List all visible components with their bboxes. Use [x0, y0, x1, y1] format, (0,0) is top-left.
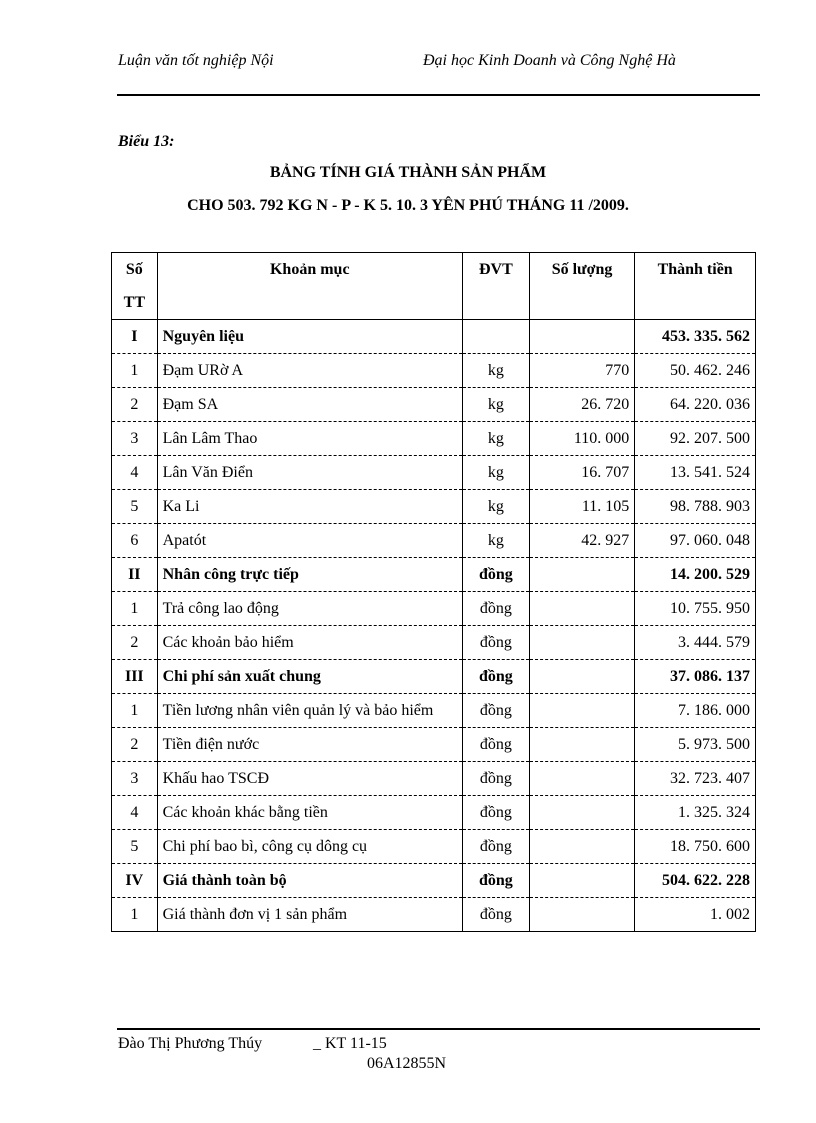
- header-left-text: Luận văn tốt nghiệp Nội: [118, 52, 274, 69]
- footer-rule: [117, 1028, 760, 1030]
- row-amount: 453. 335. 562: [635, 320, 756, 354]
- table-row: [112, 320, 756, 354]
- row-amount: 18. 750. 600: [635, 830, 756, 864]
- row-item: Tiền lương nhân viên quản lý và bảo hiểm: [157, 694, 462, 728]
- row-unit: đồng: [462, 660, 529, 694]
- row-unit: kg: [462, 490, 529, 524]
- row-stt: II: [112, 558, 158, 592]
- row-stt: 3: [112, 762, 158, 796]
- row-item: Giá thành toàn bộ: [157, 864, 462, 898]
- row-quantity: [529, 762, 634, 796]
- row-item: Chi phí bao bì, công cụ dông cụ: [157, 830, 462, 864]
- row-stt: 3: [112, 422, 158, 456]
- row-quantity: 11. 105: [529, 490, 634, 524]
- header-dvt: ĐVT: [462, 253, 529, 320]
- table-row: [112, 592, 756, 626]
- row-item: Giá thành đơn vị 1 sản phẩm: [157, 898, 462, 932]
- document-subtitle: CHO 503. 792 KG N - P - K 5. 10. 3 YÊN PHÚ THÁNG 11 /2009.: [187, 197, 629, 214]
- row-stt: 5: [112, 830, 158, 864]
- row-amount: 64. 220. 036: [635, 388, 756, 422]
- table-row: [112, 728, 756, 762]
- row-item: Các khoản bảo hiểm: [157, 626, 462, 660]
- row-unit: kg: [462, 524, 529, 558]
- row-stt: 4: [112, 796, 158, 830]
- header-stt: Số TT: [112, 253, 158, 320]
- table-row: [112, 762, 756, 796]
- row-amount: 37. 086. 137: [635, 660, 756, 694]
- row-quantity: [529, 898, 634, 932]
- table-row: [112, 660, 756, 694]
- footer-class: _ KT 11-15: [313, 1035, 387, 1052]
- row-quantity: [529, 626, 634, 660]
- row-amount: 98. 788. 903: [635, 490, 756, 524]
- footer-student-id: 06A12855N: [367, 1055, 447, 1072]
- row-amount: 7. 186. 000: [635, 694, 756, 728]
- document-title: BẢNG TÍNH GIÁ THÀNH SẢN PHẨM: [269, 164, 547, 181]
- row-item: Trả công lao động: [157, 592, 462, 626]
- row-unit: kg: [462, 456, 529, 490]
- row-amount: 13. 541. 524: [635, 456, 756, 490]
- row-item: Lân Lâm Thao: [157, 422, 462, 456]
- row-stt: 1: [112, 354, 158, 388]
- row-unit: đồng: [462, 830, 529, 864]
- table-row: [112, 830, 756, 864]
- table-row: [112, 456, 756, 490]
- table-row: [112, 626, 756, 660]
- row-stt: 2: [112, 728, 158, 762]
- row-quantity: [529, 558, 634, 592]
- row-quantity: [529, 592, 634, 626]
- row-unit: kg: [462, 354, 529, 388]
- row-quantity: [529, 830, 634, 864]
- row-quantity: [529, 864, 634, 898]
- row-stt: III: [112, 660, 158, 694]
- row-item: Đạm URờ A: [157, 354, 462, 388]
- row-amount: 3. 444. 579: [635, 626, 756, 660]
- row-stt: 2: [112, 388, 158, 422]
- row-item: Apatót: [157, 524, 462, 558]
- row-unit: đồng: [462, 694, 529, 728]
- row-item: Ka Li: [157, 490, 462, 524]
- header-thanh-tien: Thành tiền: [635, 253, 756, 320]
- row-amount: 1. 325. 324: [635, 796, 756, 830]
- row-quantity: [529, 694, 634, 728]
- row-quantity: 770: [529, 354, 634, 388]
- table-row: [112, 524, 756, 558]
- row-unit: đồng: [462, 558, 529, 592]
- row-amount: 5. 973. 500: [635, 728, 756, 762]
- row-amount: 32. 723. 407: [635, 762, 756, 796]
- row-item: Đạm SA: [157, 388, 462, 422]
- row-quantity: [529, 320, 634, 354]
- row-quantity: [529, 728, 634, 762]
- row-item: Nguyên liệu: [157, 320, 462, 354]
- row-item: Các khoản khác bằng tiền: [157, 796, 462, 830]
- row-amount: 97. 060. 048: [635, 524, 756, 558]
- table-row: [112, 898, 756, 932]
- table-row: [112, 864, 756, 898]
- row-stt: 1: [112, 592, 158, 626]
- row-unit: [462, 320, 529, 354]
- table-row: [112, 422, 756, 456]
- row-unit: đồng: [462, 762, 529, 796]
- row-stt: 1: [112, 898, 158, 932]
- table-row: [112, 388, 756, 422]
- row-quantity: 110. 000: [529, 422, 634, 456]
- row-unit: đồng: [462, 796, 529, 830]
- row-unit: kg: [462, 388, 529, 422]
- table-row: [112, 796, 756, 830]
- row-stt: IV: [112, 864, 158, 898]
- header-khoan-muc: Khoản mục: [157, 253, 462, 320]
- row-stt: 1: [112, 694, 158, 728]
- row-stt: I: [112, 320, 158, 354]
- row-unit: đồng: [462, 898, 529, 932]
- row-unit: đồng: [462, 592, 529, 626]
- footer-author: Đào Thị Phương Thúy: [118, 1035, 263, 1052]
- header-rule: [117, 94, 760, 96]
- table-header-row: [112, 253, 756, 320]
- row-item: Nhân công trực tiếp: [157, 558, 462, 592]
- row-unit: đồng: [462, 626, 529, 660]
- row-item: Tiền điện nước: [157, 728, 462, 762]
- row-amount: 92. 207. 500: [635, 422, 756, 456]
- row-quantity: 16. 707: [529, 456, 634, 490]
- cost-table: [111, 252, 756, 932]
- table-row: [112, 490, 756, 524]
- row-amount: 10. 755. 950: [635, 592, 756, 626]
- row-stt: 4: [112, 456, 158, 490]
- row-quantity: 26. 720: [529, 388, 634, 422]
- row-amount: 14. 200. 529: [635, 558, 756, 592]
- row-stt: 2: [112, 626, 158, 660]
- header-right-text: Đại học Kinh Doanh và Công Nghệ Hà: [423, 52, 676, 69]
- header-so-luong: Số lượng: [529, 253, 634, 320]
- table-row: [112, 558, 756, 592]
- row-quantity: [529, 796, 634, 830]
- row-quantity: [529, 660, 634, 694]
- row-unit: kg: [462, 422, 529, 456]
- row-quantity: 42. 927: [529, 524, 634, 558]
- row-amount: 504. 622. 228: [635, 864, 756, 898]
- row-amount: 50. 462. 246: [635, 354, 756, 388]
- table-row: [112, 694, 756, 728]
- row-unit: đồng: [462, 864, 529, 898]
- row-stt: 5: [112, 490, 158, 524]
- row-item: Chi phí sản xuất chung: [157, 660, 462, 694]
- row-amount: 1. 002: [635, 898, 756, 932]
- table-caption: Biểu 13:: [118, 133, 175, 150]
- row-item: Khấu hao TSCĐ: [157, 762, 462, 796]
- row-item: Lân Văn Điển: [157, 456, 462, 490]
- row-unit: đồng: [462, 728, 529, 762]
- row-stt: 6: [112, 524, 158, 558]
- table-row: [112, 354, 756, 388]
